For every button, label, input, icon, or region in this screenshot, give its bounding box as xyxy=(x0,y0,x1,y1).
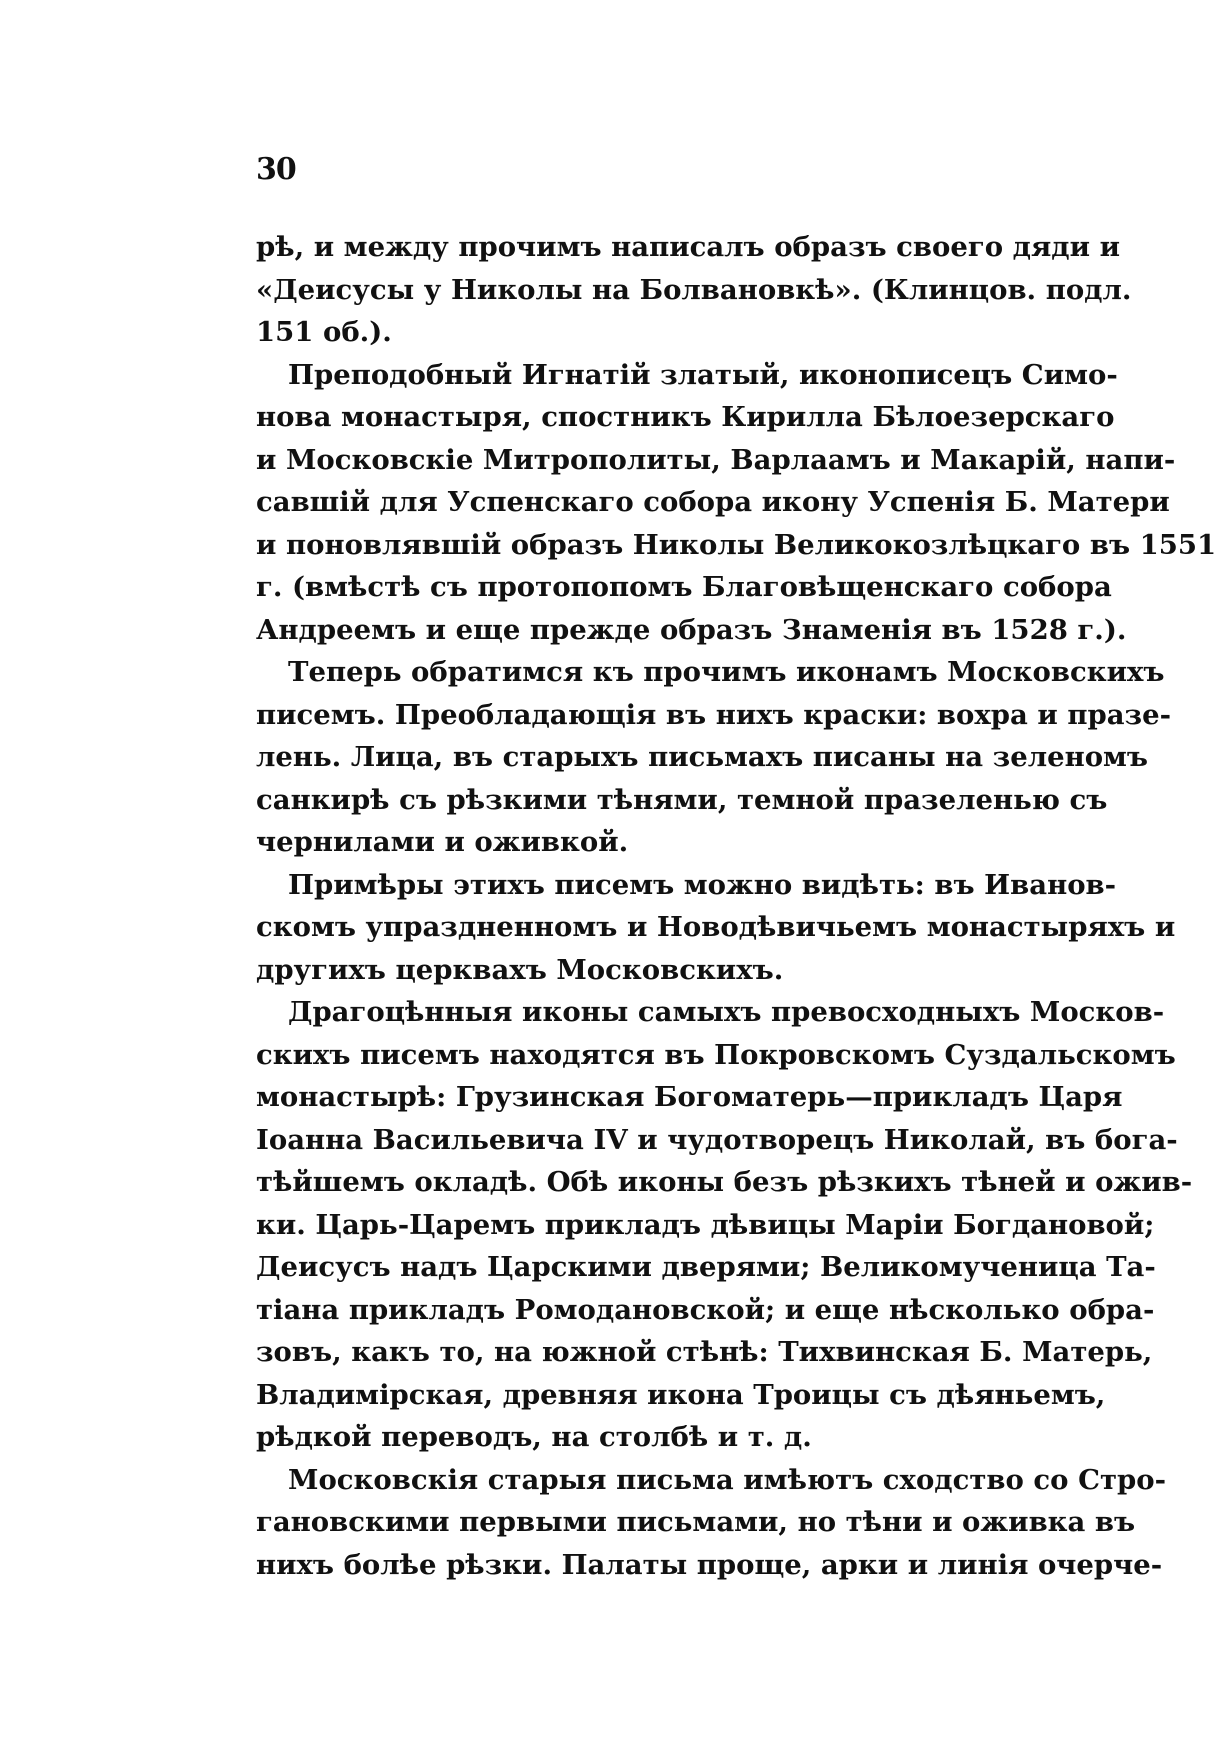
text-line: скомъ упраздненномъ и Новодѣвичьемъ монастыряхъ и xyxy=(256,911,1176,943)
body-text xyxy=(256,226,1216,1586)
paragraph xyxy=(256,651,1171,864)
text-line: рѣдкой переводъ, на столбѣ и т. д. xyxy=(256,1421,812,1453)
page-number: 30 xyxy=(256,152,296,187)
text-line: чернилами и оживкой. xyxy=(256,826,629,858)
text-line: Московскія старыя письма имѣютъ сходство со Стро- xyxy=(288,1463,1166,1496)
text-line: лень. Лица, въ старыхъ письмахъ писаны на зеленомъ xyxy=(256,741,1149,773)
text-line: тѣйшемъ окладѣ. Обѣ иконы безъ рѣзкихъ тѣней и ожив- xyxy=(256,1166,1193,1198)
text-line: Андреемъ и еще прежде образъ Знаменія въ 1528 г.). xyxy=(256,613,1127,646)
text-line: монастырѣ: Грузинская Богоматерь—прикладъ Царя xyxy=(256,1081,1123,1113)
text-line: нова монастыря, спостникъ Кирилла Бѣлоезерскаго xyxy=(256,401,1115,433)
text-line: Деисусъ надъ Царскими дверями; Великомученица Та- xyxy=(256,1251,1156,1283)
text-line: 151 об.). xyxy=(256,316,392,348)
text-line: зовъ, какъ то, на южной стѣнѣ: Тихвинская Б. Матерь, xyxy=(256,1336,1153,1368)
text-line: Драгоцѣнныя иконы самыхъ превосходныхъ Москов- xyxy=(288,996,1165,1028)
text-line: другихъ церквахъ Московскихъ. xyxy=(256,953,784,986)
text-line: Теперь обратимся къ прочимъ иконамъ Московскихъ xyxy=(288,656,1165,688)
text-line: и Московскіе Митрополиты, Варлаамъ и Макарій, напи- xyxy=(256,443,1176,476)
paragraph xyxy=(256,1459,1166,1587)
text-line: г. (вмѣстѣ съ протопопомъ Благовѣщенскаго собора xyxy=(256,571,1112,603)
paragraph xyxy=(256,226,1132,354)
text-line: рѣ, и между прочимъ написалъ образъ своего дяди и xyxy=(256,231,1120,263)
text-line: тіана прикладъ Ромодановской; и еще нѣсколько обра- xyxy=(256,1293,1155,1326)
paragraph xyxy=(256,354,1216,652)
text-line: писемъ. Преобладающія въ нихъ краски: вохра и празе- xyxy=(256,698,1171,731)
text-line: Владимірская, древняя икона Троицы съ дѣяньемъ, xyxy=(256,1378,1106,1411)
text-line: Іоанна Васильевича IV и чудотворецъ Николай, въ бога- xyxy=(256,1123,1178,1156)
text-line: «Деисусы у Николы на Болвановкѣ». (Клинцов. подл. xyxy=(256,273,1132,306)
text-line: савшій для Успенскаго собора икону Успенія Б. Матери xyxy=(256,486,1170,518)
text-line: гановскими первыми письмами, но тѣни и оживка въ xyxy=(256,1506,1136,1538)
text-line: нихъ болѣе рѣзки. Палаты проще, арки и линія очерче- xyxy=(256,1548,1163,1581)
text-line: Примѣры этихъ писемъ можно видѣть: въ Иванов- xyxy=(288,868,1117,901)
paragraph xyxy=(256,991,1193,1459)
text-line: скихъ писемъ находятся въ Покровскомъ Суздальскомъ xyxy=(256,1038,1176,1071)
text-line: и поновлявшій образъ Николы Великокозлѣцкаго въ 1551 xyxy=(256,528,1216,561)
text-line: Преподобный Игнатій златый, иконописецъ Симо- xyxy=(288,358,1118,391)
text-line: санкирѣ съ рѣзкими тѣнями, темной празеленью съ xyxy=(256,783,1108,816)
text-line: ки. Царь-Царемъ прикладъ дѣвицы Маріи Богдановой; xyxy=(256,1208,1155,1241)
paragraph xyxy=(256,864,1176,992)
